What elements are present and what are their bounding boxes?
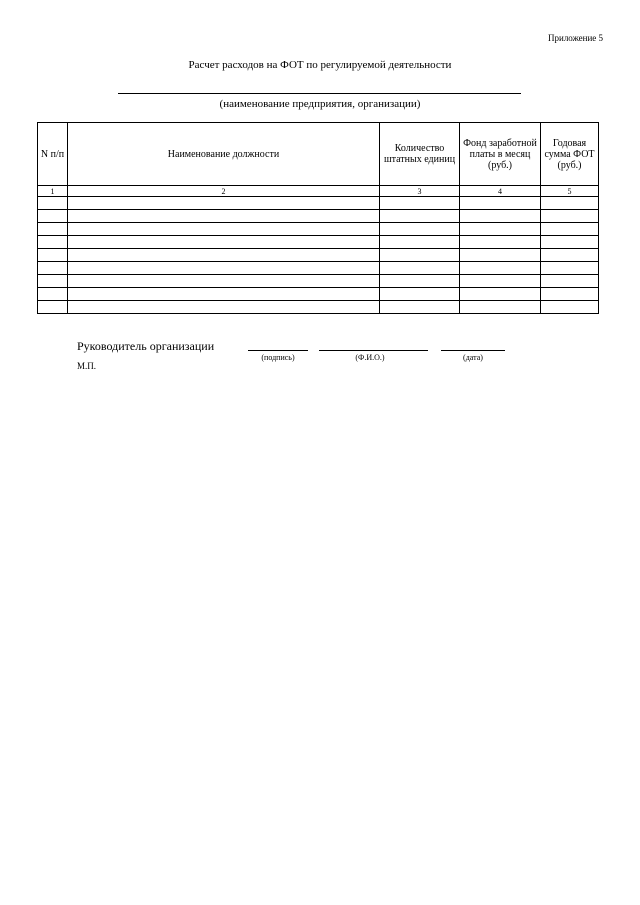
header-annual-sum: Годовая сумма ФОТ (руб.) (541, 123, 599, 186)
column-numbers-row (38, 186, 599, 197)
table-cell[interactable] (460, 275, 541, 288)
table-cell[interactable] (460, 210, 541, 223)
header-staff-units: Количество штатных единиц (380, 123, 460, 186)
appendix-label: Приложение 5 (548, 33, 604, 43)
table-cell[interactable] (380, 197, 460, 210)
table-cell[interactable] (380, 262, 460, 275)
date-line[interactable] (441, 350, 505, 351)
stamp-place-label: М.П. (77, 361, 97, 371)
table-cell[interactable] (38, 223, 68, 236)
table-cell[interactable] (38, 262, 68, 275)
table-cell[interactable] (68, 223, 380, 236)
column-number: 5 (541, 186, 599, 197)
table-cell[interactable] (380, 301, 460, 314)
table-cell[interactable] (38, 288, 68, 301)
fot-table (37, 122, 599, 314)
table-cell[interactable] (68, 197, 380, 210)
table-cell[interactable] (460, 262, 541, 275)
table-cell[interactable] (68, 262, 380, 275)
table-cell[interactable] (541, 210, 599, 223)
table-cell[interactable] (541, 301, 599, 314)
table-cell[interactable] (38, 249, 68, 262)
table-cell[interactable] (380, 210, 460, 223)
table-header-row (38, 123, 599, 186)
table-cell[interactable] (541, 275, 599, 288)
table-cell[interactable] (38, 236, 68, 249)
header-row-number: N п/п (38, 123, 68, 186)
table-cell[interactable] (38, 197, 68, 210)
table-cell[interactable] (68, 249, 380, 262)
table-cell[interactable] (38, 301, 68, 314)
table-cell[interactable] (541, 249, 599, 262)
table-row (38, 275, 599, 288)
table-cell[interactable] (460, 301, 541, 314)
table-cell[interactable] (380, 275, 460, 288)
table-cell[interactable] (541, 223, 599, 236)
table-cell[interactable] (38, 275, 68, 288)
signature-line[interactable] (248, 350, 308, 351)
table-cell[interactable] (541, 262, 599, 275)
table-cell[interactable] (541, 288, 599, 301)
table-row (38, 210, 599, 223)
table-body (38, 197, 599, 314)
table-cell[interactable] (460, 288, 541, 301)
table-cell[interactable] (380, 223, 460, 236)
table-cell[interactable] (460, 249, 541, 262)
organization-name-line[interactable] (118, 93, 521, 94)
table-cell[interactable] (380, 236, 460, 249)
table-row (38, 197, 599, 210)
table-row (38, 236, 599, 249)
table-row (38, 301, 599, 314)
table-cell[interactable] (68, 288, 380, 301)
table-row (38, 288, 599, 301)
table-cell[interactable] (460, 223, 541, 236)
table-row (38, 262, 599, 275)
table-row (38, 223, 599, 236)
table-cell[interactable] (460, 236, 541, 249)
table-cell[interactable] (460, 197, 541, 210)
table-cell[interactable] (38, 210, 68, 223)
signature-label: Руководитель организации (77, 339, 215, 353)
column-number: 2 (68, 186, 380, 197)
table-cell[interactable] (541, 197, 599, 210)
full-name-line[interactable] (319, 350, 428, 351)
table-cell[interactable] (68, 301, 380, 314)
signature-caption: (подпись) (261, 353, 295, 362)
organization-caption: (наименование предприятия, организации) (219, 98, 421, 110)
page-title: Расчет расходов на ФОТ по регулируемой деятельности (188, 59, 452, 71)
table-row (38, 249, 599, 262)
column-number: 1 (38, 186, 68, 197)
column-number: 3 (380, 186, 460, 197)
date-caption: (дата) (463, 353, 483, 362)
table-cell[interactable] (380, 288, 460, 301)
header-position-name: Наименование должности (68, 123, 380, 186)
table-cell[interactable] (541, 236, 599, 249)
full-name-caption: (Ф.И.О.) (355, 353, 385, 362)
header-monthly-fund: Фонд заработной платы в месяц (руб.) (460, 123, 541, 186)
table-cell[interactable] (68, 236, 380, 249)
column-number: 4 (460, 186, 541, 197)
table-cell[interactable] (68, 275, 380, 288)
table-cell[interactable] (68, 210, 380, 223)
table-cell[interactable] (380, 249, 460, 262)
